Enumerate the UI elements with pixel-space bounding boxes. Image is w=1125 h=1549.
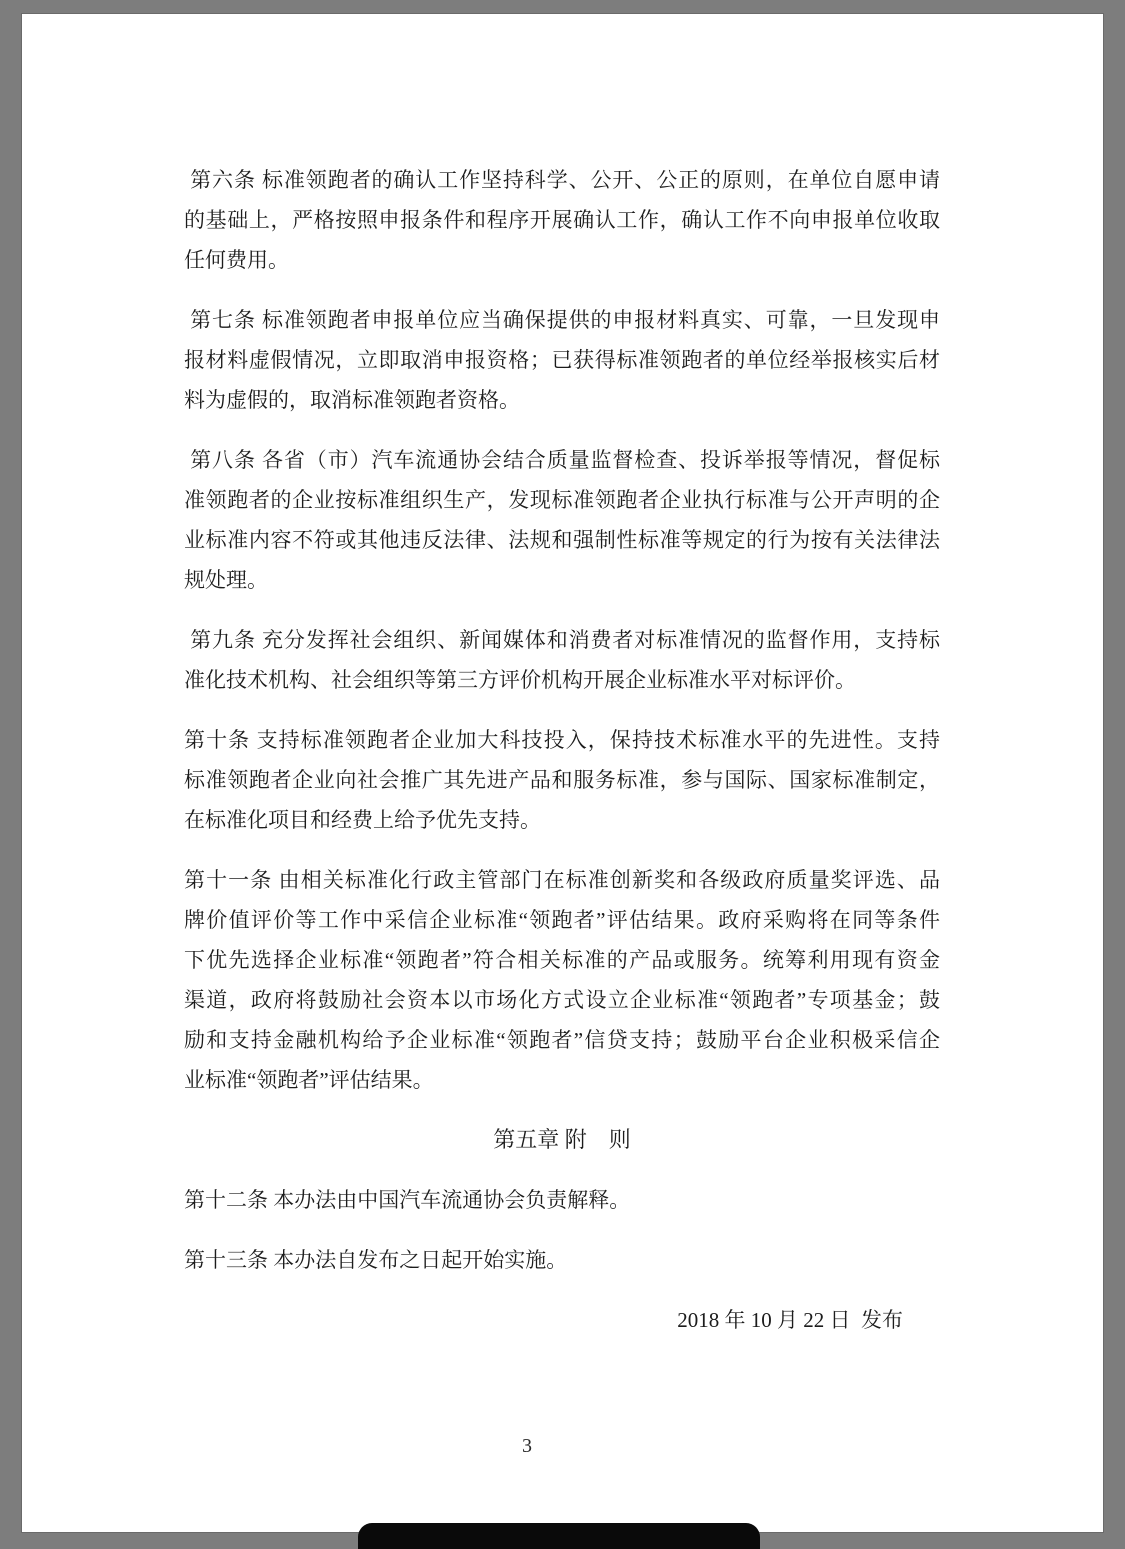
paragraph <box>184 720 940 840</box>
text-line: 标准领跑者企业向社会推广其先进产品和服务标准，参与国际、国家标准制定， <box>184 768 940 792</box>
text-line: 2018 年 10 月 22 日 发布 <box>677 1308 903 1332</box>
text-line: 第十三条 本办法自发布之日起开始实施。 <box>184 1248 568 1272</box>
paragraph <box>184 620 940 700</box>
paragraph <box>184 1180 940 1220</box>
text-line: 渠道，政府将鼓励社会资本以市场化方式设立企业标准“领跑者”专项基金；鼓 <box>184 988 940 1012</box>
paragraph <box>184 440 940 600</box>
text-line: 第六条 标准领跑者的确认工作坚持科学、公开、公正的原则，在单位自愿申请 <box>184 168 941 192</box>
text-line: 第五章 附 则 <box>493 1127 631 1152</box>
document-page <box>22 14 1103 1532</box>
text-line: 牌价值评价等工作中采信企业标准“领跑者”评估结果。政府采购将在同等条件 <box>184 908 940 932</box>
text-line: 下优先选择企业标准“领跑者”符合相关标准的产品或服务。统筹利用现有资金 <box>184 948 940 972</box>
text-line: 励和支持金融机构给予企业标准“领跑者”信贷支持；鼓励平台企业积极采信企 <box>184 1028 940 1052</box>
text-line: 准化技术机构、社会组织等第三方评价机构开展企业标准水平对标评价。 <box>184 668 856 692</box>
text-line: 第十条 支持标准领跑者企业加大科技投入，保持技术标准水平的先进性。支持 <box>184 728 940 752</box>
paragraph <box>184 300 940 420</box>
publish-date <box>184 1300 940 1340</box>
text-line: 第七条 标准领跑者申报单位应当确保提供的申报材料真实、可靠，一旦发现申 <box>184 308 941 332</box>
text-line: 任何费用。 <box>184 248 289 272</box>
text-line: 在标准化项目和经费上给予优先支持。 <box>184 808 541 832</box>
text-line: 第九条 充分发挥社会组织、新闻媒体和消费者对标准情况的监督作用，支持标 <box>184 628 941 652</box>
document-text <box>184 160 940 1360</box>
text-line: 第八条 各省（市）汽车流通协会结合质量监督检查、投诉举报等情况，督促标 <box>184 448 941 472</box>
page-number: 3 <box>522 1435 532 1457</box>
text-line: 规处理。 <box>184 568 268 592</box>
paragraph <box>184 1240 940 1280</box>
chapter-heading <box>184 1120 940 1160</box>
paragraph <box>184 160 940 280</box>
text-line: 业标准内容不符或其他违反法律、法规和强制性标准等规定的行为按有关法律法 <box>184 528 940 552</box>
text-line: 第十二条 本办法由中国汽车流通协会负责解释。 <box>184 1188 631 1212</box>
text-line: 准领跑者的企业按标准组织生产，发现标准领跑者企业执行标准与公开声明的企 <box>184 488 940 512</box>
paragraph <box>184 860 940 1100</box>
text-line: 业标准“领跑者”评估结果。 <box>184 1068 434 1092</box>
text-line: 料为虚假的，取消标准领跑者资格。 <box>184 388 520 412</box>
bottom-toolbar-handle[interactable] <box>358 1523 760 1549</box>
text-line: 第十一条 由相关标准化行政主管部门在标准创新奖和各级政府质量奖评选、品 <box>184 868 940 892</box>
text-line: 报材料虚假情况，立即取消申报资格；已获得标准领跑者的单位经举报核实后材 <box>184 348 940 372</box>
text-line: 的基础上，严格按照申报条件和程序开展确认工作，确认工作不向申报单位收取 <box>184 208 940 232</box>
